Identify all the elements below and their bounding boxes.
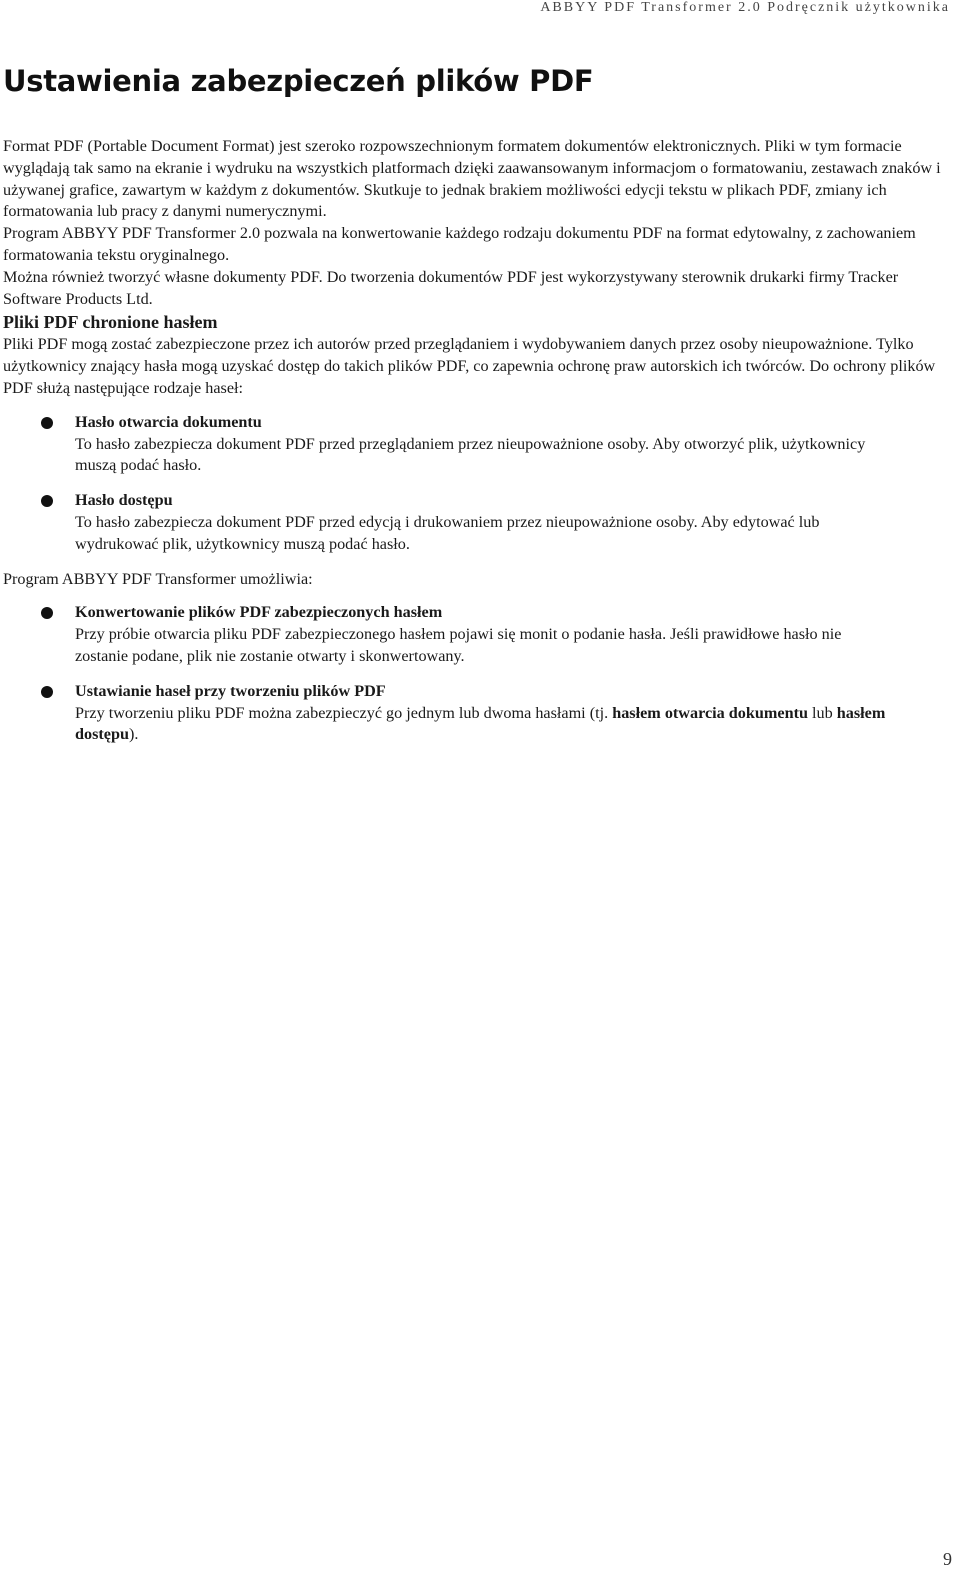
list-item-title: Hasło otwarcia dokumentu xyxy=(75,412,262,431)
section-intro: Pliki PDF mogą zostać zabezpieczone przez ich autorów przed przeglądaniem i wydobywaniem danych przez osoby nieupoważnione. Tylko użytkownicy znający hasła mogą uzyskać dostęp do takich plików PDF, co zapewnia ochronę praw autorskich ich twórców. Do ochrony plików PDF służą następujące rodzaje haseł: xyxy=(3,335,936,397)
password-types-list xyxy=(3,412,948,556)
list-item-text: To hasło zabezpiecza dokument PDF przed przeglądaniem przez nieupoważnione osoby. Aby otworzyć plik, użytkownicy muszą podać hasło. xyxy=(75,434,866,475)
bullet-icon xyxy=(41,686,53,698)
capabilities-list xyxy=(3,602,948,746)
list-item-text: Przy próbie otwarcia pliku PDF zabezpieczonego hasłem pojawi się monit o podanie hasła. Jeśli prawidłowe hasło nie zostanie podane, plik nie zostanie otwarty i skonwertowany. xyxy=(75,625,842,665)
bullet-icon xyxy=(41,417,53,429)
list-item xyxy=(3,412,895,477)
section-heading: Pliki PDF chronione hasłem xyxy=(3,312,218,333)
page-title: Ustawienia zabezpieczeń plików PDF xyxy=(3,64,594,98)
list-item-title: Ustawianie haseł przy tworzeniu plików PDF xyxy=(75,681,386,700)
text-segment: lub xyxy=(807,703,837,722)
list-item xyxy=(3,681,895,746)
document-body xyxy=(3,136,948,759)
list-item-text xyxy=(75,704,885,744)
list-item-title: Konwertowanie plików PDF zabezpieczonych hasłem xyxy=(75,603,443,622)
text-segment: Przy tworzeniu pliku PDF można zabezpieczyć go jednym lub dwoma hasłami (tj. xyxy=(75,703,613,722)
intro-paragraph-1: Format PDF (Portable Document Format) jest szeroko rozpowszechnionym formatem dokumentów elektronicznych. Pliki w tym formacie wyglądają tak samo na ekranie i wydruku na wszystkich platformach dzięki zaawansowanym informacjom o formatowaniu, zestawach znaków i używanej grafice, zawartym w każdym z dokumentów. Skutkuje to jednak brakiem możliwości edycji tekstu w plikach PDF, zmiany ich formatowania lub pracy z danymi numerycznymi. xyxy=(3,137,941,221)
bold-term-access-password: hasłem dostępu xyxy=(75,703,886,744)
list-item-text: To hasło zabezpiecza dokument PDF przed edycją i drukowaniem przez nieupoważnione osoby. Aby edytować lub wydrukować plik, użytkownicy muszą podać hasło. xyxy=(75,512,820,553)
bullet-icon xyxy=(41,607,53,619)
bullet-icon xyxy=(41,495,53,507)
running-header: ABBYY PDF Transformer 2.0 Podręcznik użytkownika xyxy=(540,0,950,15)
list-item-title: Hasło dostępu xyxy=(75,491,173,510)
bold-term-open-password: hasłem otwarcia dokumentu xyxy=(612,703,808,722)
text-segment: ). xyxy=(128,725,139,744)
list-item xyxy=(3,490,895,555)
intro-paragraph-3: Można również tworzyć własne dokumenty PDF. Do tworzenia dokumentów PDF jest wykorzystywany sterownik drukarki firmy Tracker Software Products Ltd. xyxy=(3,267,899,308)
list-item xyxy=(3,602,895,667)
page-number: 9 xyxy=(943,1549,952,1569)
capabilities-intro: Program ABBYY PDF Transformer umożliwia: xyxy=(3,569,313,588)
intro-paragraph-2: Program ABBYY PDF Transformer 2.0 pozwala na konwertowanie każdego rodzaju dokumentu PDF na format edytowalny, z zachowaniem formatowania tekstu oryginalnego. xyxy=(3,224,916,264)
